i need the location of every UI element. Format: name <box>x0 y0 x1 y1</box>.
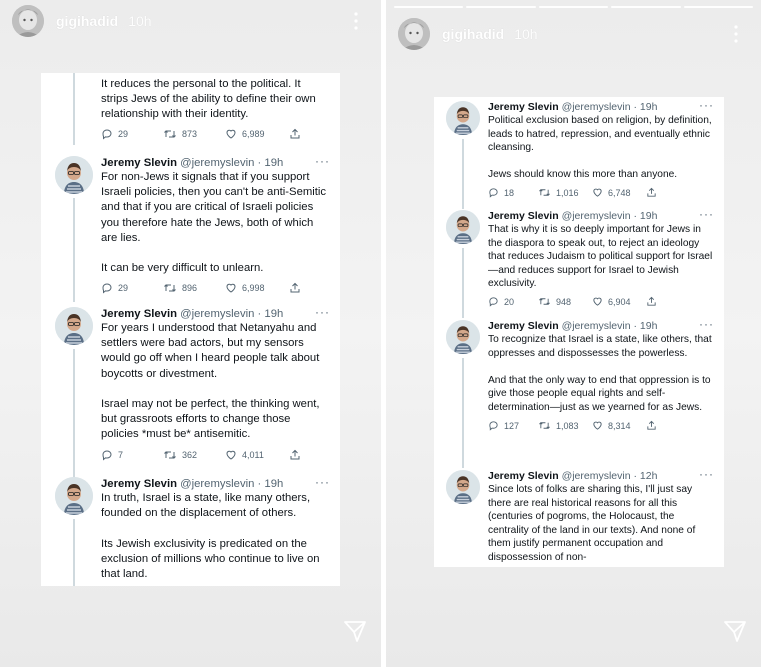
tweet-actions <box>101 448 330 462</box>
story-username[interactable]: gigihadid <box>56 13 119 29</box>
more-vertical-icon[interactable] <box>733 24 739 44</box>
thread-line <box>73 519 75 586</box>
tweet-more-icon[interactable]: ··· <box>699 467 714 481</box>
thread-line <box>462 248 464 318</box>
story-avatar[interactable] <box>12 5 44 37</box>
tweet-author-name[interactable]: Jeremy Slevin <box>488 101 559 113</box>
like-count: 6,748 <box>608 187 631 198</box>
reply-count: 29 <box>118 283 129 294</box>
retweet-icon <box>538 296 551 307</box>
thread-line <box>73 349 75 477</box>
tweet-text: For non-Jews it signals that if you support Israeli policies, then you can't be anti-Semitic and that if you are critical of Israeli policies you therefore hate the Jews, both of which are lies. It can be very difficult to unlearn. <box>101 171 327 275</box>
user-avatar[interactable] <box>446 210 480 244</box>
tweet-actions <box>488 295 714 309</box>
tweet-actions <box>488 419 714 433</box>
share-icon[interactable] <box>289 282 301 294</box>
tweet-thread-screenshot <box>434 97 724 567</box>
reply-icon <box>101 449 113 461</box>
thread-line <box>73 73 75 145</box>
tweet-text: Since lots of folks are sharing this, I'll just say there are real historical reasons for all this (centuries of pogroms, the Holocaust, the centrality of the land in our texts). And none of them justify permanent occupation and dispossession of non- <box>488 484 696 563</box>
reply-count: 7 <box>118 449 124 460</box>
like-count: 6,904 <box>608 296 631 307</box>
like-icon <box>225 449 237 461</box>
thread-line <box>462 139 464 209</box>
tweet-actions <box>101 281 330 295</box>
like-count: 6,989 <box>242 128 265 139</box>
tweet-text: For years I understood that Netanyahu and settlers were bad actors, but my sensors would go off when I heard people talk about boycotts or divestment. Israel may not be perfect, the thinking went, but grassroots efforts to change those policies *must be* antisemitic. <box>101 322 320 441</box>
retweet-count: 896 <box>182 283 198 294</box>
user-avatar[interactable] <box>446 101 480 135</box>
tweet-text: In truth, Israel is a state, like many others, founded on the displacement of others. Its Jewish exclusivity is predicated on the exclusion of millions who continue to live on that land. <box>101 492 320 581</box>
reply-count: 18 <box>504 187 515 198</box>
like-icon <box>592 187 603 198</box>
tweet-text: Political exclusion based on religion, by definition, leads to hatred, repression, and eventually ethnic cleansing. Jews should know this more than anyone. <box>488 115 712 181</box>
like-icon <box>592 296 603 307</box>
tweet-text: It reduces the personal to the political. It strips Jews of the ability to define their own relationship with their identity. <box>101 78 316 121</box>
retweet-icon <box>538 420 551 431</box>
like-icon <box>592 420 603 431</box>
tweet-author-name[interactable]: Jeremy Slevin <box>101 478 177 490</box>
tweet-author-handle[interactable]: @jeremyslevin · 19h <box>180 308 284 320</box>
reply-action[interactable] <box>488 420 538 431</box>
tweet-more-icon[interactable]: ··· <box>315 154 330 168</box>
send-icon[interactable] <box>723 619 747 643</box>
share-icon[interactable] <box>646 296 657 307</box>
retweet-action[interactable] <box>163 449 225 461</box>
user-avatar[interactable] <box>55 307 93 345</box>
reply-action[interactable] <box>488 187 538 198</box>
tweet-actions <box>488 186 714 200</box>
thread-line <box>73 198 75 302</box>
tweet-more-icon[interactable]: ··· <box>315 305 330 319</box>
tweet-author-name[interactable]: Jeremy Slevin <box>101 308 177 320</box>
story-avatar[interactable] <box>398 18 430 50</box>
story-timestamp: 10h <box>514 26 538 42</box>
tweet-author-handle[interactable]: @jeremyslevin · 19h <box>561 101 658 113</box>
retweet-icon <box>163 128 177 140</box>
tweet-author-handle[interactable]: @jeremyslevin · 19h <box>561 210 658 222</box>
share-icon[interactable] <box>646 420 657 431</box>
progress-segment <box>394 6 463 8</box>
story-header <box>12 7 369 35</box>
like-action[interactable] <box>225 282 289 294</box>
like-action[interactable] <box>592 420 646 431</box>
like-action[interactable] <box>592 296 646 307</box>
like-action[interactable] <box>225 449 289 461</box>
share-icon[interactable] <box>289 449 301 461</box>
progress-segment <box>539 6 608 8</box>
progress-segment <box>684 6 753 8</box>
reply-icon <box>488 187 499 198</box>
tweet-author-handle[interactable]: @jeremyslevin · 19h <box>180 478 284 490</box>
progress-segment <box>466 6 535 8</box>
like-action[interactable] <box>225 128 289 140</box>
send-icon[interactable] <box>343 619 367 643</box>
user-avatar[interactable] <box>446 470 480 504</box>
like-icon <box>225 128 237 140</box>
tweet-author-handle[interactable]: @jeremyslevin · 12h <box>561 470 658 482</box>
story-timestamp: 10h <box>128 13 152 29</box>
thread-line <box>462 358 464 468</box>
user-avatar[interactable] <box>446 320 480 354</box>
tweet-more-icon[interactable]: ··· <box>699 98 714 112</box>
reply-action[interactable] <box>101 282 163 294</box>
retweet-action[interactable] <box>538 187 592 198</box>
story-right[interactable] <box>386 0 761 667</box>
reply-count: 29 <box>118 128 129 139</box>
retweet-icon <box>538 187 551 198</box>
retweet-count: 1,083 <box>556 420 579 431</box>
reply-icon <box>101 128 113 140</box>
reply-icon <box>101 282 113 294</box>
retweet-icon <box>163 282 177 294</box>
tweet-actions <box>101 127 330 141</box>
retweet-action[interactable] <box>163 282 225 294</box>
retweet-count: 948 <box>556 296 572 307</box>
tweet-author-handle[interactable]: @jeremyslevin · 19h <box>561 320 658 332</box>
retweet-action[interactable] <box>163 128 225 140</box>
reply-icon <box>488 420 499 431</box>
reply-action[interactable] <box>101 449 163 461</box>
tweet-thread-screenshot <box>41 73 340 586</box>
tweet-more-icon[interactable]: ··· <box>699 317 714 331</box>
retweet-count: 362 <box>182 449 198 460</box>
retweet-count: 1,016 <box>556 187 579 198</box>
reply-count: 127 <box>504 420 520 431</box>
tweet-author-handle[interactable]: @jeremyslevin · 19h <box>180 157 284 169</box>
like-count: 6,998 <box>242 283 265 294</box>
like-count: 4,011 <box>242 449 264 460</box>
reply-icon <box>488 296 499 307</box>
reply-action[interactable] <box>488 296 538 307</box>
like-icon <box>225 282 237 294</box>
tweet-text: That is why it is so deeply important for Jews in the diaspora to speak out, to reject an ideology that reduces Judaism to political support for Israel—and reduces support for Israel to Jewish exclusivity. <box>488 224 713 290</box>
story-progress-bar <box>394 6 753 8</box>
tweet-author-name[interactable]: Jeremy Slevin <box>101 157 177 169</box>
share-icon[interactable] <box>646 187 657 198</box>
like-count: 8,314 <box>608 420 631 431</box>
tweet-more-icon[interactable]: ··· <box>699 207 714 221</box>
user-avatar[interactable] <box>55 477 93 515</box>
story-header <box>398 20 749 48</box>
tweet-more-icon[interactable]: ··· <box>315 475 330 489</box>
share-icon[interactable] <box>289 128 301 140</box>
more-vertical-icon[interactable] <box>353 11 359 31</box>
retweet-action[interactable] <box>538 420 592 431</box>
user-avatar[interactable] <box>55 156 93 194</box>
tweet-author-name[interactable]: Jeremy Slevin <box>488 320 559 332</box>
retweet-icon <box>163 449 177 461</box>
retweet-action[interactable] <box>538 296 592 307</box>
story-username[interactable]: gigihadid <box>442 26 505 42</box>
tweet-author-name[interactable]: Jeremy Slevin <box>488 210 559 222</box>
tweet-text: To recognize that Israel is a state, like others, that oppresses and dispossesses the powerless. And that the only way to end that oppression is to give those people equal rights and self-determination—just as we yearned for as Jews. <box>488 334 712 413</box>
reply-action[interactable] <box>101 128 163 140</box>
like-action[interactable] <box>592 187 646 198</box>
tweet-author-name[interactable]: Jeremy Slevin <box>488 470 559 482</box>
progress-segment <box>611 6 680 8</box>
reply-count: 20 <box>504 296 515 307</box>
retweet-count: 873 <box>182 128 198 139</box>
